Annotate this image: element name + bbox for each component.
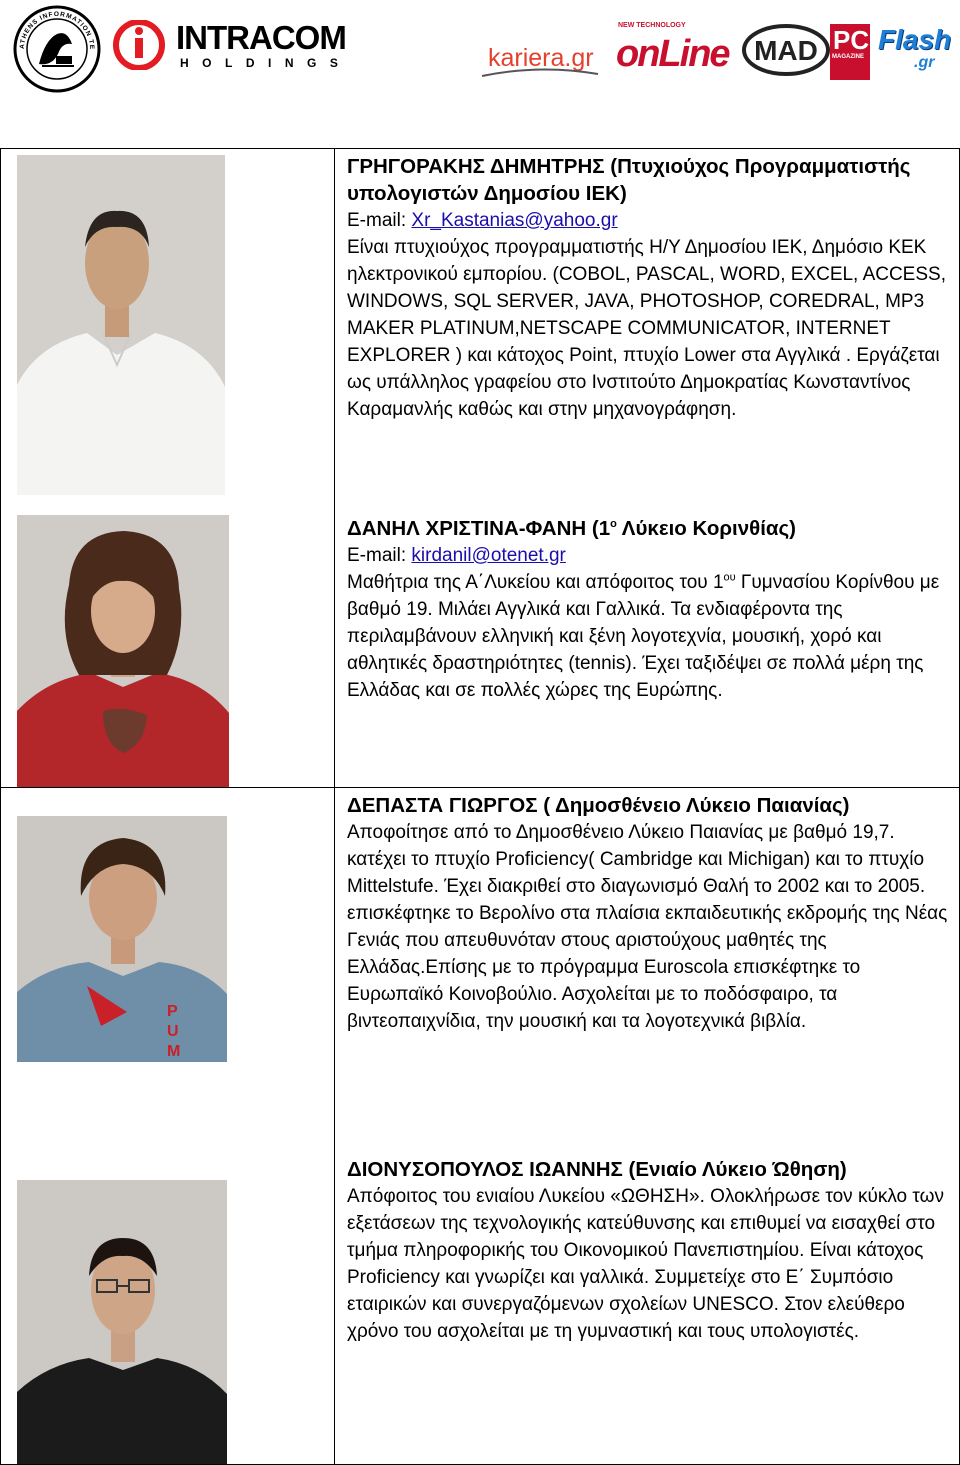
table-row (0, 787, 960, 1465)
body-post: Γυμνασίου Κορίνθου με βαθμό 19. Μιλάει Αγγλικά και Γαλλικά. Τα ενδιαφέροντα της περιλαμβάνουν ελληνική και ξένη λογοτεχνία, μουσική, χορό και αθλητικές δραστηριότητες (tennis). Έχει ταξιδέψει σε πολλά μέρη της Ελλάδας και σε πολλές χώρες της Ευρώπης. (347, 572, 940, 701)
profile-body (347, 569, 949, 704)
profile-heading: ΔΙΟΝΥΣΟΠΟΥΛΟΣ ΙΩΑΝΝΗΣ (Ενιαίο Λύκειο Ώθηση) (347, 1158, 847, 1181)
flash-sub: .gr (914, 54, 935, 71)
seal-ring-text: ATHENS INFORMATION TE (18, 10, 96, 51)
online-logo (616, 22, 736, 82)
flash-name: Flash (878, 24, 952, 55)
profile-body: Αποφοίτησε από το Δημοσθένειο Λύκειο Παιανίας με βαθμό 19,7. κατέχει το πτυχίο Proficiency( Cambridge και Michigan) και το πτυχίο Mittelstufe. Έχει διακριθεί στο διαγωνισμό Θαλή το 2002 και το 2005. επισκέφτηκε το Βερολίνο στα πλαίσια εκπαιδευτικής εκδρομής της Νέας Γενιάς που απευθυνόταν στους αριστούχους μαθητές της Ελλάδας.Επίσης με το πρόγραμμα Euroscola επισκέφτηκε το Ευρωπαϊκό Κοινοβούλιο. Ασχολείται με το ποδόσφαιρο, τα βιντεοπαιχνίδια, την μουσική και τα λογοτεχνικά βιβλία. (347, 822, 948, 1032)
email-label: E-mail: (347, 210, 412, 231)
flash-gr-logo (874, 24, 952, 76)
email-label: E-mail: (347, 545, 412, 566)
online-tag: NEW TECHNOLOGY (618, 22, 686, 29)
profiles-table (0, 148, 960, 1465)
profile-body: Απόφοιτος του ενιαίου Λυκείου «ΩΘΗΣΗ». Ολοκλήρωσε τον κύκλο των εξετάσεων της τεχνολογικής κατεύθυνσης και επιθυμεί να εισαχθεί στο τμήμα πληροφορικής του Οικονομικού Πανεπιστημίου. Είναι κάτοχος Proficiency και γνωρίζει και γαλλικά. Συμμετείχε στο Ε΄ Συμπόσιο εταιρικών και συνεργαζόμενων σχολείων UNESCO. Στον ελεύθερο χρόνο του ασχολείται με τη γυμναστική και τους υπολογιστές. (347, 1186, 944, 1342)
column-divider (334, 788, 335, 1464)
profile-text-dionysopoulos (347, 1156, 949, 1345)
profile-body: Είναι πτυχιούχος προγραμματιστής Η/Υ Δημοσίου ΙΕΚ, Δημόσιο ΚΕΚ ηλεκτρονικού εμπορίου. (COBOL, PASCAL, WORD, EXCEL, ACCESS, WINDOWS, SQL SERVER, JAVA, PHOTOSHOP, COREDRAL, MP3 MAKER PLATINUM,NETSCAPE COMMUNICATOR, INTERNET EXPLORER ) και κάτοχος Point, πτυχίο Lower στα Αγγλικά . Εργάζεται ως υπάλληλος γραφείου στο Ινστιτούτο Δημοκρατίας Κωνσταντίνος Καραμανλής καθώς και στην μηχανογράφηση. (347, 237, 946, 420)
svg-text:U: U (167, 1023, 179, 1040)
email-line (347, 207, 949, 234)
profile-photo-grigorakis (17, 155, 225, 495)
intracom-logo (112, 18, 352, 74)
pc-magazine-logo (830, 24, 870, 80)
body-pre: Μαθήτρια της Α΄Λυκείου και απόφοιτος του 1 (347, 572, 724, 593)
profile-text-grigorakis (347, 153, 949, 423)
mad-name: MAD (754, 35, 818, 66)
heading-pre: ΔΑΝΗΛ ΧΡΙΣΤΙΝΑ-ΦΑΝΗ (1 (347, 517, 611, 540)
pc-sub: MAGAZINE (832, 54, 864, 60)
profile-heading: ΔΕΠΑΣΤΑ ΓΙΩΡΓΟΣ ( Δημοσθένειο Λύκειο Παιανίας) (347, 794, 850, 817)
profile-text-danil (347, 515, 949, 704)
intracom-sub: HOLDINGS (180, 56, 352, 70)
email-link[interactable]: kirdanil@otenet.gr (411, 545, 566, 566)
table-row (0, 148, 960, 788)
profile-heading (347, 515, 949, 542)
heading-sup: ο (610, 518, 617, 531)
profile-photo-depasta (17, 816, 227, 1062)
body-sup: ου (723, 571, 736, 584)
profile-text-depasta (347, 792, 949, 1035)
intracom-name: INTRACOM (176, 19, 346, 56)
pc-name: PC (833, 25, 870, 55)
column-divider (334, 149, 335, 787)
kariera-logo (480, 38, 610, 78)
mad-logo (742, 24, 830, 76)
profile-photo-danil (17, 515, 229, 787)
kariera-name: kariera.gr (488, 44, 594, 72)
ait-seal-logo (12, 4, 102, 94)
profile-heading: ΓΡΗΓΟΡΑΚΗΣ ΔΗΜΗΤΡΗΣ (Πτυχιούχος Προγραμματιστής υπολογιστών Δημοσίου ΙΕΚ) (347, 155, 911, 205)
logo-header (0, 0, 960, 110)
online-name: onLine (616, 33, 729, 75)
svg-text:M: M (167, 1043, 181, 1060)
email-link[interactable]: Xr_Kastanias@yahoo.gr (411, 210, 618, 231)
email-line (347, 542, 949, 569)
svg-text:P: P (167, 1003, 178, 1020)
profile-photo-dionysopoulos (17, 1180, 227, 1464)
heading-post: Λύκειο Κορινθίας) (616, 517, 796, 540)
